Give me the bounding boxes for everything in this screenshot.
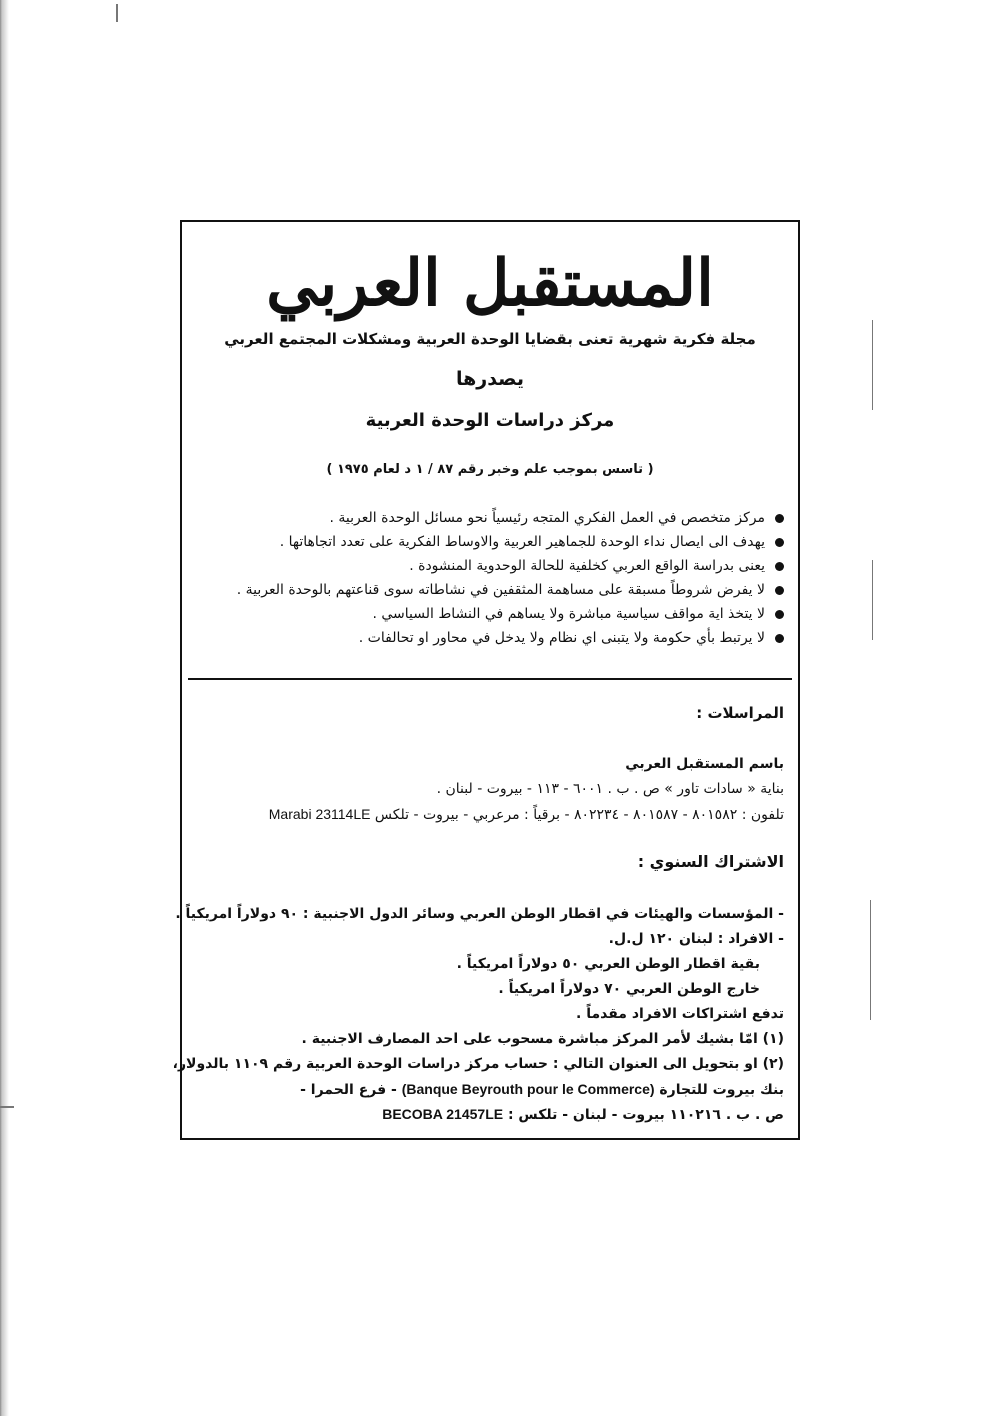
list-item: مركز متخصص في العمل الفكري المتجه رئيسياً نحو مسائل الوحدة العربية .: [202, 506, 784, 530]
payment-option-2: (٢) او بتحويل الى العنوان التالي : حساب مركز دراسات الوحدة العربية رقم ١١٠٩ بالدولار،: [172, 1056, 784, 1072]
correspondence-heading: المراسلات :: [696, 704, 784, 722]
bullet-icon: [775, 514, 784, 523]
list-item: يعنى بدراسة الواقع العربي كخلفية للحالة الوحدوية المنشودة .: [202, 554, 784, 578]
tagline: مجلة فكرية شهرية تعنى بقضايا الوحدة العربية ومشكلات المجتمع العربي: [224, 330, 756, 348]
pobox-line: ص . ب . ١١٠٢١٦ بيروت - لبنان - تلكس : BECOBA 21457LE: [382, 1106, 784, 1123]
subscription-heading: الاشتراك السنوي :: [637, 852, 784, 871]
scan-edge: [0, 0, 10, 1416]
subscription-advance-note: تدفع اشتراكات الافراد مقدماً .: [576, 1006, 784, 1022]
scan-mark: [870, 900, 871, 1020]
correspondence-phone: تلفون : ٨٠١٥٨٢ - ٨٠١٥٨٧ - ٨٠٢٢٣٤ - برقياً : مرعربي - بيروت - تلكس Marabi 23114LE: [268, 806, 784, 823]
subscription-individuals: - الافراد : لبنان ١٢٠ ل.ل.: [608, 931, 784, 947]
list-item: لا يتخذ اية مواقف سياسية مباشرة ولا يساهم في النشاط السياسي .: [202, 602, 784, 626]
bullet-icon: [775, 562, 784, 571]
telex-code: Marabi 23114LE: [268, 806, 371, 822]
publisher-name: مركز دراسات الوحدة العربية: [365, 410, 615, 431]
scan-mark: [116, 4, 118, 22]
issued-by: يصدرها: [455, 368, 525, 390]
subscription-abroad: خارج الوطن العربي ٧٠ دولاراً امريكياً .: [498, 981, 760, 997]
masthead-logo: المستقبل العربي: [266, 246, 714, 321]
subscription-institutions: - المؤسسات والهيئات في اقطار الوطن العربي وسائر الدول الاجنبية : ٩٠ دولاراً امريكياً .: [175, 906, 784, 922]
scan-mark: [872, 560, 873, 640]
payment-option-1: (١) امّا بشيك لأمر المركز مباشرة مسحوب على احد المصارف الاجنبية .: [301, 1031, 784, 1047]
list-item: لا يرتبط بأي حكومة ولا يتبنى اي نظام ولا يدخل في محاور او تحالفات .: [202, 626, 784, 650]
list-item: لا يفرض شروطاً مسبقة على مساهمة المثقفين في نشاطاته سوى قناعتهم بالوحدة العربية .: [202, 578, 784, 602]
subscription-details: [172, 902, 784, 1127]
bank-telex-code: BECOBA 21457LE: [382, 1106, 504, 1122]
licence-note: ( تاسس بموجب علم وخبر رقم ٨٧ / ١ د لعام ١٩٧٥ ): [326, 462, 654, 477]
correspondence-address: بناية « سادات تاور » ص . ب . ٦٠٠١ - ١١٣ - بيروت - لبنان .: [436, 781, 784, 797]
correspondence-details: [202, 752, 784, 827]
bullet-icon: [775, 634, 784, 643]
correspondence-name: باسم المستقبل العربي: [625, 756, 784, 772]
principles-list: [202, 506, 784, 650]
scan-mark: [872, 320, 873, 410]
bullet-icon: [775, 586, 784, 595]
bullet-icon: [775, 538, 784, 547]
list-item: يهدف الى ايصال نداء الوحدة للجماهير العربية والاوساط الفكرية على تعدد اتجاهاتها .: [202, 530, 784, 554]
subscription-arab-rest: بقية اقطار الوطن العربي ٥٠ دولاراً امريكياً .: [456, 956, 760, 972]
bank-latin-name: (Banque Beyrouth pour le Commerce): [401, 1081, 655, 1097]
scan-mark: [0, 1106, 14, 1108]
bullet-icon: [775, 610, 784, 619]
info-box: [172, 220, 800, 1140]
section-divider: [188, 678, 792, 680]
bank-line: بنك بيروت للتجارة (Banque Beyrouth pour le Commerce) - فرع الحمرا -: [300, 1081, 784, 1098]
